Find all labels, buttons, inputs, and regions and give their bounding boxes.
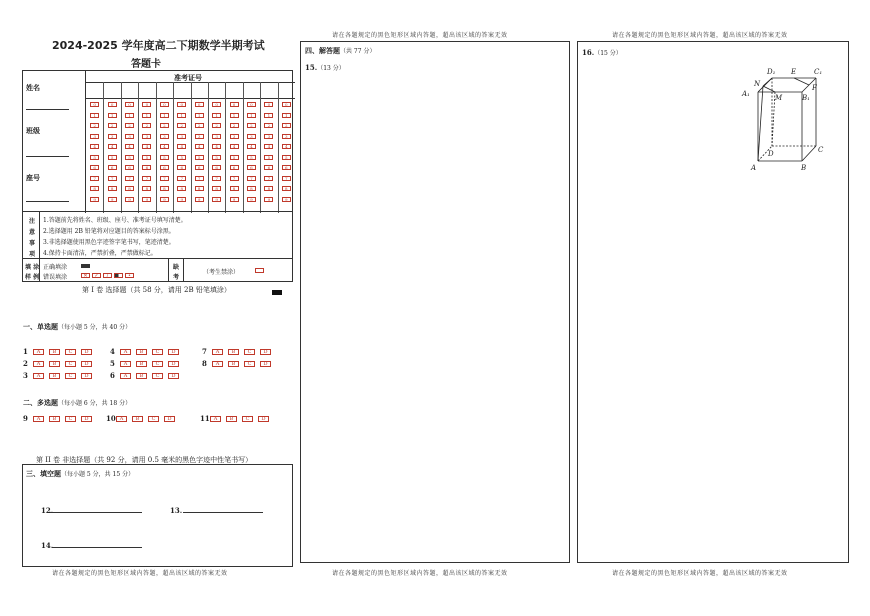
option-bubble-a[interactable]: A: [212, 361, 223, 367]
choice-question-row: [202, 359, 276, 368]
option-bubble-d[interactable]: D: [260, 349, 271, 355]
label-E: E: [791, 68, 797, 76]
answer-box-15[interactable]: [300, 41, 570, 563]
ticket-digit-bubble[interactable]: 8: [108, 186, 117, 191]
ticket-digit-bubble[interactable]: 1: [177, 113, 186, 118]
option-bubble-a[interactable]: A: [120, 349, 131, 355]
answer-box-16[interactable]: [577, 41, 849, 563]
option-bubble-a[interactable]: A: [212, 349, 223, 355]
fill-blank-note: （每小题 5 分，共 15 分）: [61, 471, 135, 478]
fill-blank-heading: [26, 469, 134, 479]
notice-col2-bottom: 请在各题规定的黑色矩形区域内答题，超出该区域的答案无效: [332, 570, 508, 577]
option-bubble-b[interactable]: B: [49, 361, 60, 367]
ticket-digit-bubble[interactable]: 1: [108, 113, 117, 118]
ticket-digit-bubble[interactable]: 2: [142, 123, 151, 128]
ticket-digit-bubble[interactable]: 1: [160, 113, 169, 118]
ticket-digit-bubble[interactable]: 9: [125, 197, 134, 202]
option-bubble-c[interactable]: C: [244, 361, 255, 367]
ticket-digit-bubble[interactable]: 4: [160, 144, 169, 149]
ticket-digit-bubble[interactable]: 0: [177, 102, 186, 107]
absent-label: （考生禁涂）: [203, 269, 240, 276]
q15-heading: [305, 63, 345, 72]
ticket-digit-bubble[interactable]: 0: [282, 102, 291, 107]
ticket-digit-bubble[interactable]: 1: [212, 113, 221, 118]
option-bubble-b[interactable]: B: [226, 416, 237, 422]
question-number: 3: [23, 371, 28, 380]
ticket-digit-bubble[interactable]: 6: [264, 165, 273, 170]
q15-score: （13 分）: [317, 65, 345, 72]
question-number: 8: [202, 359, 207, 368]
option-bubble-d[interactable]: D: [258, 416, 269, 422]
wrong-fill-samples: [81, 272, 136, 279]
ticket-digit-bubble[interactable]: 8: [264, 186, 273, 191]
note-item-3: 3.非选择题使用黑色字迹签字笔书写，笔迹清楚。: [43, 239, 175, 246]
fill-side-2: 样 例: [25, 274, 40, 281]
ticket-digit-bubble[interactable]: 3: [282, 134, 291, 139]
ticket-digit-input[interactable]: [191, 82, 208, 98]
ticket-digit-bubble[interactable]: 2: [125, 123, 134, 128]
name-line[interactable]: [26, 109, 69, 110]
ticket-digit-bubble[interactable]: 4: [142, 144, 151, 149]
option-bubble-c[interactable]: C: [65, 416, 76, 422]
ticket-number-grid: [85, 70, 295, 213]
ticket-digit-bubble[interactable]: 0: [125, 102, 134, 107]
ticket-digit-bubble[interactable]: 1: [125, 113, 134, 118]
ticket-digit-input[interactable]: [173, 82, 190, 98]
choice-question-row: [23, 359, 97, 368]
part3-note: （共 77 分）: [340, 48, 376, 55]
wrong-sample-check-icon: ✓: [92, 273, 101, 278]
name-label: 姓名: [26, 83, 40, 92]
option-bubble-d[interactable]: D: [168, 361, 179, 367]
ticket-digit-bubble[interactable]: 3: [212, 134, 221, 139]
option-bubble-d[interactable]: D: [81, 373, 92, 379]
q12-label: 12.: [41, 506, 54, 515]
ticket-digit-input[interactable]: [86, 82, 103, 98]
seat-label: 座号: [26, 173, 40, 182]
option-bubble-c[interactable]: C: [65, 349, 76, 355]
option-bubble-d[interactable]: D: [168, 349, 179, 355]
ticket-digit-bubble[interactable]: 8: [195, 186, 204, 191]
option-bubble-c[interactable]: C: [242, 416, 253, 422]
label-A1: A₁: [742, 90, 750, 98]
ticket-digit-bubble[interactable]: 2: [230, 123, 239, 128]
exam-title: 2024-2025 学年度高二下期数学半期考试: [52, 39, 265, 52]
notice-col3-top: 请在各题规定的黑色矩形区域内答题，超出该区域的答案无效: [612, 32, 788, 39]
ticket-digit-bubble[interactable]: 9: [282, 197, 291, 202]
choice-question-row: [106, 414, 180, 423]
absent-side-2: 考: [173, 274, 180, 281]
multi-choice-note: （每小题 6 分，共 18 分）: [58, 400, 132, 407]
note-item-2: 2.选择题用 2B 铅笔将对应题目的答案标号涂黑。: [43, 228, 175, 235]
ticket-digit-bubble[interactable]: 2: [195, 123, 204, 128]
ticket-digit-bubble[interactable]: 9: [108, 197, 117, 202]
q16-label: 16.: [582, 48, 595, 57]
ticket-digit-bubble[interactable]: 5: [195, 155, 204, 160]
question-number: 6: [110, 371, 115, 380]
ticket-digit-input[interactable]: [225, 82, 242, 98]
ticket-digit-bubble[interactable]: 9: [90, 197, 99, 202]
single-choice-note: （每小题 5 分，共 40 分）: [58, 324, 132, 331]
ticket-digit-bubble[interactable]: 1: [230, 113, 239, 118]
ticket-digit-bubble[interactable]: 2: [160, 123, 169, 128]
ticket-digit-bubble[interactable]: 9: [247, 197, 256, 202]
ticket-digit-bubble[interactable]: 8: [247, 186, 256, 191]
wrong-sample-cross-icon: ✕: [81, 273, 90, 278]
q15-label: 15.: [305, 63, 318, 72]
ticket-digit-input[interactable]: [208, 82, 225, 98]
part2-title: 第 II 卷 非选择题（共 92 分，请用 0.5 毫米的黑色字迹中性笔书写）: [36, 456, 253, 464]
option-bubble-d[interactable]: D: [81, 361, 92, 367]
part3-title: 四、解答题: [305, 46, 340, 55]
ticket-digit-bubble[interactable]: 9: [142, 197, 151, 202]
correct-fill-sample: [81, 264, 90, 268]
notes-side-2: 意: [29, 229, 36, 236]
option-bubble-c[interactable]: C: [152, 373, 163, 379]
notes-side-3: 事: [29, 240, 36, 247]
ticket-digit-bubble[interactable]: 5: [264, 155, 273, 160]
ticket-digit-bubble[interactable]: 3: [230, 134, 239, 139]
ticket-digit-bubble[interactable]: 3: [160, 134, 169, 139]
ticket-digit-bubble[interactable]: 3: [195, 134, 204, 139]
absent-bubble[interactable]: [255, 268, 264, 273]
ticket-digit-bubble[interactable]: 8: [212, 186, 221, 191]
ticket-digit-bubble[interactable]: 2: [177, 123, 186, 128]
ticket-digit-bubble[interactable]: 6: [108, 165, 117, 170]
fill-example-box: [22, 258, 293, 282]
ticket-digit-bubble[interactable]: 4: [264, 144, 273, 149]
option-bubble-b[interactable]: B: [136, 373, 147, 379]
ticket-digit-bubble[interactable]: 5: [108, 155, 117, 160]
choice-question-row: [110, 347, 184, 356]
q16-heading: [582, 48, 622, 57]
wrong-sample-dot-icon: •: [125, 273, 134, 278]
choice-question-row: [23, 371, 97, 380]
ticket-digit-bubble[interactable]: 5: [212, 155, 221, 160]
ticket-digit-bubble[interactable]: 5: [90, 155, 99, 160]
option-bubble-b[interactable]: B: [49, 416, 60, 422]
wrong-sample-half-icon: [114, 273, 123, 278]
ticket-digit-bubble[interactable]: 7: [142, 176, 151, 181]
ticket-digit-bubble[interactable]: 6: [212, 165, 221, 170]
note-item-4: 4.保持卡面清洁，严禁折叠，严禁做标记。: [43, 250, 157, 257]
ticket-digit-bubble[interactable]: 4: [247, 144, 256, 149]
q12-answer-line[interactable]: [50, 512, 142, 513]
ticket-digit-bubble[interactable]: 6: [282, 165, 291, 170]
ticket-digit-input[interactable]: [278, 82, 295, 98]
fill-blank-title: 三、填空题: [26, 469, 61, 478]
ticket-digit-bubble[interactable]: 7: [108, 176, 117, 181]
ticket-digit-bubble[interactable]: 2: [282, 123, 291, 128]
class-label: 班级: [26, 126, 40, 135]
option-bubble-b[interactable]: B: [228, 361, 239, 367]
option-bubble-d[interactable]: D: [260, 361, 271, 367]
choice-question-row: [110, 371, 184, 380]
correct-fill-label: 正确填涂: [43, 264, 68, 271]
label-F: F: [812, 84, 817, 92]
ticket-digit-bubble[interactable]: 7: [160, 176, 169, 181]
choice-question-row: [200, 414, 274, 423]
ticket-digit-bubble[interactable]: 8: [160, 186, 169, 191]
single-choice-heading: [23, 322, 131, 332]
ticket-digit-bubble[interactable]: 0: [247, 102, 256, 107]
ticket-digit-bubble[interactable]: 3: [125, 134, 134, 139]
question-number: 9: [23, 414, 28, 423]
notes-side-1: 注: [29, 218, 36, 225]
ticket-digit-bubble[interactable]: 7: [230, 176, 239, 181]
notice-col3-bottom: 请在各题规定的黑色矩形区域内答题，超出该区域的答案无效: [612, 570, 788, 577]
ticket-digit-bubble[interactable]: 5: [177, 155, 186, 160]
option-bubble-b[interactable]: B: [132, 416, 143, 422]
ticket-digit-bubble[interactable]: 2: [247, 123, 256, 128]
ticket-digit-bubble[interactable]: 6: [195, 165, 204, 170]
ticket-digit-bubble[interactable]: 8: [177, 186, 186, 191]
option-bubble-d[interactable]: D: [164, 416, 175, 422]
label-D: D: [768, 150, 774, 158]
ticket-digit-bubble[interactable]: 9: [195, 197, 204, 202]
ticket-digit-input[interactable]: [156, 82, 173, 98]
question-number: 11: [200, 414, 210, 423]
ticket-digit-bubble[interactable]: 4: [90, 144, 99, 149]
ticket-digit-bubble[interactable]: 7: [247, 176, 256, 181]
ticket-digit-bubble[interactable]: 0: [230, 102, 239, 107]
ticket-digit-bubble[interactable]: 5: [142, 155, 151, 160]
ticket-digit-bubble[interactable]: 3: [142, 134, 151, 139]
ticket-digit-bubble[interactable]: 7: [282, 176, 291, 181]
ticket-digit-bubble[interactable]: 6: [247, 165, 256, 170]
option-bubble-c[interactable]: C: [65, 373, 76, 379]
option-bubble-a[interactable]: A: [33, 361, 44, 367]
ticket-digit-bubble[interactable]: 0: [160, 102, 169, 107]
ticket-digit-bubble[interactable]: 8: [90, 186, 99, 191]
fill-side-1: 填 涂: [25, 264, 40, 271]
ticket-digit-bubble[interactable]: 7: [177, 176, 186, 181]
ticket-digit-bubble[interactable]: 9: [230, 197, 239, 202]
choice-question-row: [23, 347, 97, 356]
choice-question-row: [202, 347, 276, 356]
question-number: 4: [110, 347, 115, 356]
option-bubble-b[interactable]: B: [49, 373, 60, 379]
ticket-digit-bubble[interactable]: 9: [160, 197, 169, 202]
ticket-digit-bubble[interactable]: 7: [90, 176, 99, 181]
ticket-digit-bubble[interactable]: 4: [177, 144, 186, 149]
option-bubble-b[interactable]: B: [49, 349, 60, 355]
position-marker: [272, 290, 282, 295]
cuboid-figure: [742, 64, 836, 174]
ticket-digit-bubble[interactable]: 5: [282, 155, 291, 160]
option-bubble-a[interactable]: A: [120, 361, 131, 367]
option-bubble-c[interactable]: C: [152, 361, 163, 367]
ticket-digit-bubble[interactable]: 0: [108, 102, 117, 107]
ticket-digit-bubble[interactable]: 8: [142, 186, 151, 191]
ticket-digit-bubble[interactable]: 5: [125, 155, 134, 160]
q14-label: 14.: [41, 541, 54, 550]
absent-side-1: 缺: [173, 264, 180, 271]
ticket-digit-bubble[interactable]: 1: [90, 113, 99, 118]
option-bubble-c[interactable]: C: [65, 361, 76, 367]
label-C1: C₁: [814, 68, 823, 76]
option-bubble-d[interactable]: D: [168, 373, 179, 379]
ticket-digit-bubble[interactable]: 6: [90, 165, 99, 170]
ticket-digit-input[interactable]: [138, 82, 155, 98]
label-N: N: [754, 80, 761, 88]
ticket-digit-bubble[interactable]: 3: [90, 134, 99, 139]
ticket-digit-bubble[interactable]: 2: [108, 123, 117, 128]
label-D1: D₁: [767, 68, 776, 76]
ticket-digit-bubble[interactable]: 2: [90, 123, 99, 128]
choice-question-row: [110, 359, 184, 368]
option-bubble-b[interactable]: B: [136, 349, 147, 355]
option-bubble-a[interactable]: A: [33, 373, 44, 379]
q16-score: （15 分）: [594, 50, 622, 57]
option-bubble-a[interactable]: A: [33, 416, 44, 422]
ticket-digit-bubble[interactable]: 4: [108, 144, 117, 149]
label-M: M: [775, 94, 783, 102]
part1-title: 第 I 卷 选择题（共 58 分，请用 2B 铅笔填涂）: [82, 286, 231, 294]
ticket-digit-input[interactable]: [260, 82, 277, 98]
ticket-digit-bubble[interactable]: 6: [177, 165, 186, 170]
option-bubble-b[interactable]: B: [136, 361, 147, 367]
q13-label: 13.: [170, 506, 183, 515]
option-bubble-a[interactable]: A: [210, 416, 221, 422]
wrong-fill-label: 错误填涂: [43, 274, 68, 281]
ticket-digit-bubble[interactable]: 7: [212, 176, 221, 181]
ticket-digit-input[interactable]: [103, 82, 120, 98]
option-bubble-c[interactable]: C: [244, 349, 255, 355]
class-line[interactable]: [26, 156, 69, 157]
option-bubble-a[interactable]: A: [33, 349, 44, 355]
ticket-digit-bubble[interactable]: 9: [177, 197, 186, 202]
ticket-digit-bubble[interactable]: 3: [177, 134, 186, 139]
ticket-digit-bubble[interactable]: 5: [247, 155, 256, 160]
ticket-digit-bubble[interactable]: 7: [264, 176, 273, 181]
exam-subtitle: 答题卡: [131, 59, 161, 70]
ticket-digit-bubble[interactable]: 2: [264, 123, 273, 128]
ticket-digit-bubble[interactable]: 1: [195, 113, 204, 118]
ticket-digit-bubble[interactable]: 0: [212, 102, 221, 107]
student-info-box: [22, 70, 293, 212]
notice-col1-bottom: 请在各题规定的黑色矩形区域内答题，超出该区域的答案无效: [52, 570, 228, 577]
ticket-digit-bubble[interactable]: 4: [282, 144, 291, 149]
ticket-digit-bubble[interactable]: 4: [212, 144, 221, 149]
ticket-digit-bubble[interactable]: 6: [230, 165, 239, 170]
ticket-digit-bubble[interactable]: 8: [125, 186, 134, 191]
option-bubble-a[interactable]: A: [116, 416, 127, 422]
ticket-digit-bubble[interactable]: 6: [142, 165, 151, 170]
ticket-digit-bubble[interactable]: 3: [264, 134, 273, 139]
ticket-digit-bubble[interactable]: 1: [282, 113, 291, 118]
note-item-1: 1.答题前先将姓名、班级、座号、准考证号填写清楚。: [43, 217, 187, 224]
part3-heading: [305, 46, 375, 56]
option-bubble-b[interactable]: B: [228, 349, 239, 355]
notes-box: [22, 211, 293, 259]
option-bubble-d[interactable]: D: [81, 349, 92, 355]
q13-answer-line[interactable]: [183, 512, 263, 513]
q14-answer-line[interactable]: [52, 547, 142, 548]
ticket-digit-bubble[interactable]: 4: [230, 144, 239, 149]
ticket-digit-bubble[interactable]: 7: [125, 176, 134, 181]
ticket-digit-bubble[interactable]: 1: [264, 113, 273, 118]
ticket-digit-input[interactable]: [121, 82, 138, 98]
ticket-digit-bubble[interactable]: 8: [230, 186, 239, 191]
ticket-digit-bubble[interactable]: 3: [108, 134, 117, 139]
question-number: 7: [202, 347, 207, 356]
label-B: B: [801, 164, 807, 172]
notes-side-4: 项: [29, 251, 36, 258]
label-B1: B₁: [802, 94, 810, 102]
ticket-digit-bubble[interactable]: 0: [90, 102, 99, 107]
question-number: 5: [110, 359, 115, 368]
ticket-digit-bubble[interactable]: 0: [142, 102, 151, 107]
ticket-digit-bubble[interactable]: 6: [160, 165, 169, 170]
option-bubble-d[interactable]: D: [81, 416, 92, 422]
wrong-sample-slash-icon: /: [103, 273, 112, 278]
ticket-digit-bubble[interactable]: 7: [195, 176, 204, 181]
single-choice-title: 一、单选题: [23, 322, 58, 331]
ticket-digit-bubble[interactable]: 5: [230, 155, 239, 160]
option-bubble-a[interactable]: A: [120, 373, 131, 379]
ticket-digit-bubble[interactable]: 9: [264, 197, 273, 202]
ticket-digit-bubble[interactable]: 6: [125, 165, 134, 170]
ticket-digit-bubble[interactable]: 4: [195, 144, 204, 149]
fill-blank-box: [22, 464, 293, 567]
multi-choice-title: 二、多选题: [23, 398, 58, 407]
notice-col2-top: 请在各题规定的黑色矩形区域内答题，超出该区域的答案无效: [332, 32, 508, 39]
ticket-digit-input[interactable]: [243, 82, 260, 98]
question-number: 10: [106, 414, 116, 423]
choice-question-row: [23, 414, 97, 423]
question-number: 2: [23, 359, 28, 368]
ticket-digit-bubble[interactable]: 2: [212, 123, 221, 128]
seat-line[interactable]: [26, 201, 69, 202]
ticket-digit-bubble[interactable]: 0: [264, 102, 273, 107]
ticket-digit-bubble[interactable]: 1: [142, 113, 151, 118]
ticket-digit-bubble[interactable]: 0: [195, 102, 204, 107]
ticket-digit-bubble[interactable]: 1: [247, 113, 256, 118]
option-bubble-c[interactable]: C: [148, 416, 159, 422]
ticket-digit-bubble[interactable]: 4: [125, 144, 134, 149]
ticket-digit-bubble[interactable]: 5: [160, 155, 169, 160]
ticket-digit-bubble[interactable]: 8: [282, 186, 291, 191]
option-bubble-c[interactable]: C: [152, 349, 163, 355]
ticket-digit-bubble[interactable]: 9: [212, 197, 221, 202]
label-C: C: [818, 146, 824, 154]
multi-choice-heading: [23, 398, 131, 408]
label-A: A: [751, 164, 757, 172]
ticket-label: 准考证号: [174, 73, 202, 82]
question-number: 1: [23, 347, 28, 356]
ticket-digit-bubble[interactable]: 3: [247, 134, 256, 139]
